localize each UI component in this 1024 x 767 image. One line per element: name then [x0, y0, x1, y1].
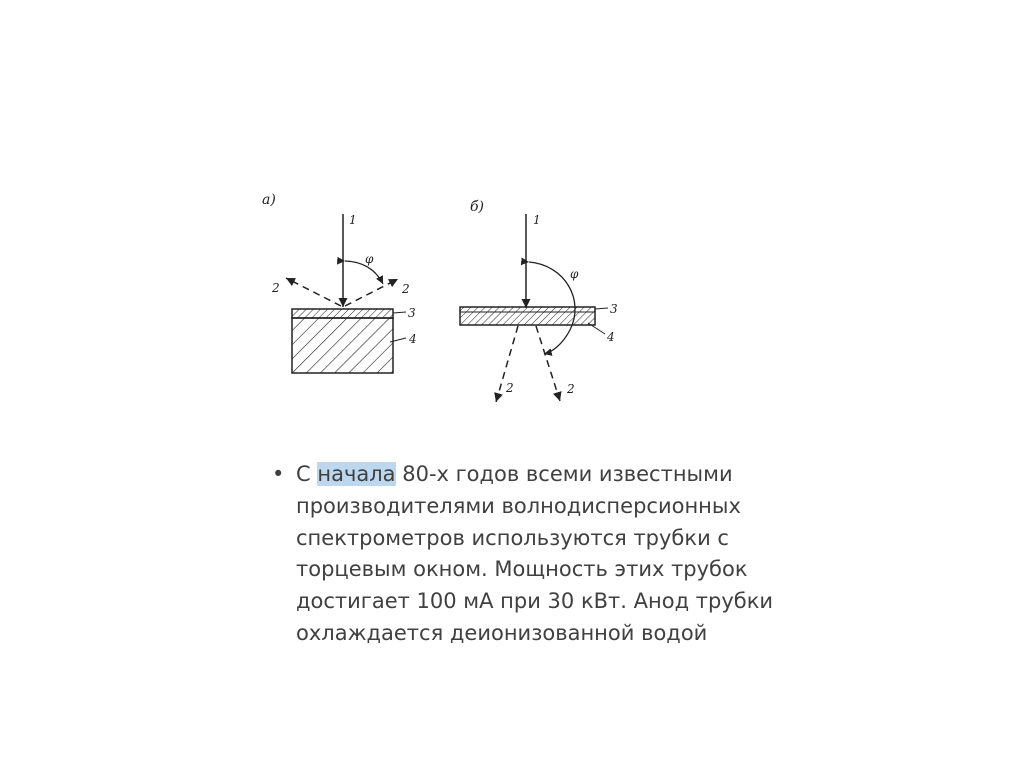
- beam-label-b: 1: [533, 213, 541, 227]
- diagram-b: [460, 199, 618, 402]
- scatter-label-left-a: 2: [272, 281, 280, 295]
- text-line-3: спектрометров используются трубки с: [296, 525, 729, 550]
- anode-block-a: [292, 318, 393, 373]
- scatter-ray-right-b: [536, 326, 560, 401]
- text-line-2: производителями волнодисперсионных: [296, 493, 741, 518]
- diagram-a: [262, 192, 417, 373]
- bullet-item: [272, 459, 832, 491]
- angle-label-a: φ: [365, 252, 374, 266]
- text-line-5: достигает 100 мА при 30 кВт. Анод трубки: [296, 589, 774, 614]
- angle-label-b: φ: [570, 267, 579, 281]
- scatter-ray-left-a: [286, 278, 341, 306]
- block-label-b: 4: [607, 330, 615, 344]
- text-line-6: охлаждается деионизованной водой: [296, 620, 708, 645]
- text-line-1: [296, 459, 733, 491]
- highlighted-word: начала: [317, 462, 396, 486]
- scatter-ray-right-a: [345, 279, 398, 306]
- bullet-marker: •: [272, 462, 285, 486]
- text-line-4: торцевым окном. Мощность этих трубок: [296, 557, 748, 582]
- leader-4-b: [588, 323, 605, 334]
- leader-3-b: [595, 308, 608, 309]
- scatter-label-right-a: 2: [402, 282, 410, 296]
- scatter-label-left-b: 2: [506, 381, 514, 395]
- layer-label-a: 3: [408, 306, 416, 320]
- label-b: б): [470, 199, 485, 215]
- label-a: а): [262, 192, 276, 208]
- angle-arc-a: [345, 261, 383, 284]
- window-layer-a: [292, 309, 393, 318]
- body-text: [272, 459, 832, 650]
- scatter-label-right-b: 2: [567, 382, 575, 396]
- layer-label-b: 3: [610, 302, 618, 316]
- beam-label-a: 1: [349, 213, 357, 227]
- text-line-1-start: С: [296, 462, 311, 486]
- leader-3-a: [393, 312, 406, 313]
- text-line-1-end: 80-х годов всеми известными: [402, 462, 733, 486]
- block-label-a: 4: [409, 332, 417, 346]
